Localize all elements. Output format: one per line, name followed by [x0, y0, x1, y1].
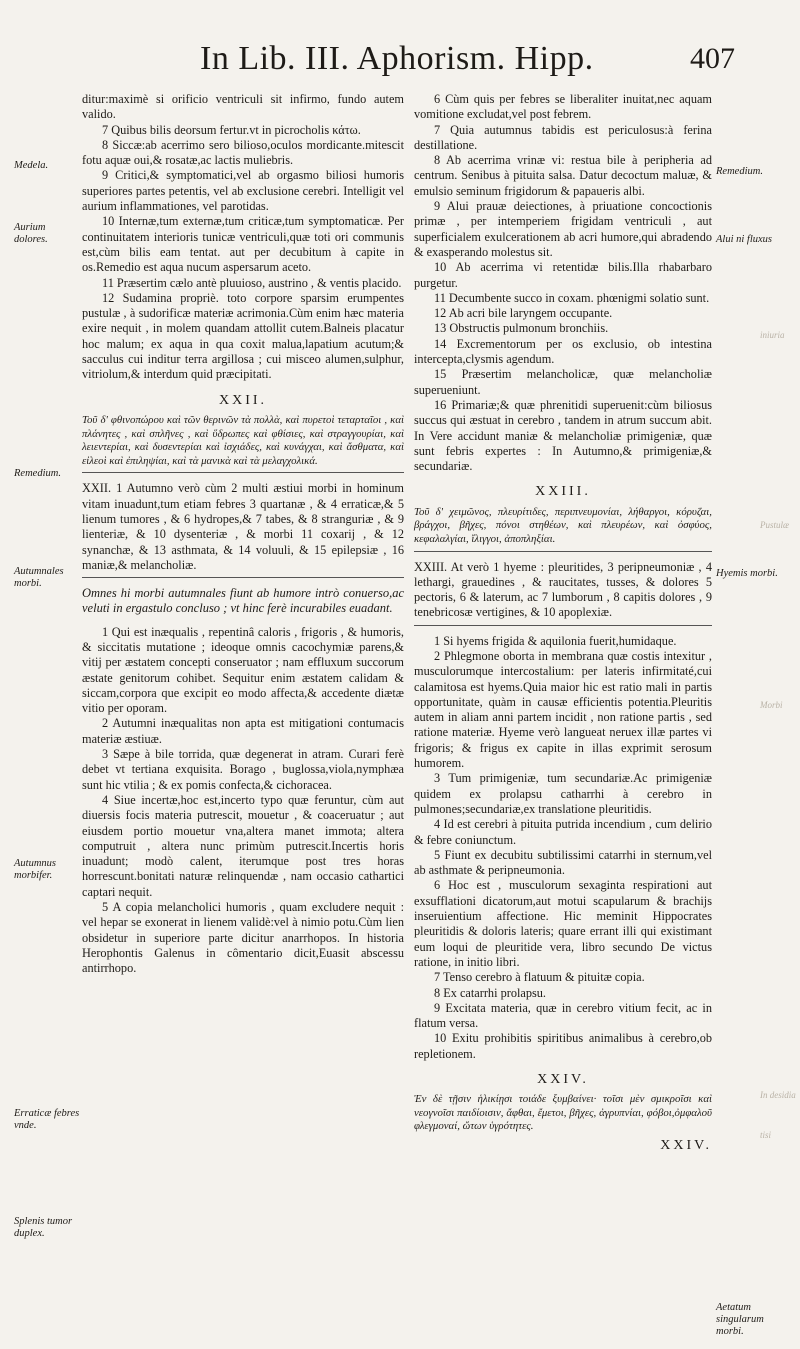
page-number: 407 — [690, 42, 735, 75]
greek-text: Τοῦ δ' χειμῶνος, πλευρίτιδες, περιπνευμονίαι, λήθαργοι, κόρυζαι, βράγχοι, βῆχες, πόνοι στηθέων, καὶ πλευρέων, καὶ ὀσφύος, κεφαλαλγίαι, ἴλιγγοι, ἀποπληξίαι. — [414, 505, 712, 545]
paragraph: 12 Sudamina propriè. toto corpore sparsim erumpentes pustulæ , à sudorificæ materiæ acrimonia.Cùm enim hæc materia exire nequit , in molem quandam attollit cutem.Balneis placatur hoc malum; ex aqua in qua coxit malua,lapatium acutum;& sacculus cui inditur terra argillosa ; cui misceo alumen,sulphur, vitriolum,& interdum quid præcipitati. — [82, 290, 404, 382]
paragraph: 16 Primariæ;& quæ phrenitidi superuenit:cùm biliosus succus qui æstuat in cerebro , tandem in atrum succum abit. In Vere accidunt maniæ & melancholiæ primigeniæ, quæ sunt febris expertes : In Autumno,& primigeniæ,& secundariæ. — [414, 397, 712, 474]
margin-note: Aetatum singularum morbi. — [716, 1302, 764, 1337]
section-heading: XXIV. — [537, 1072, 589, 1087]
running-title: In Lib. III. Aphorism. Hipp. — [200, 40, 594, 77]
paragraph: 13 Obstructis pulmonum bronchiis. — [434, 321, 609, 336]
paragraph: 8 Ex catarrhi prolapsu. — [434, 985, 546, 1000]
divider — [414, 625, 712, 626]
paragraph: ditur:maximè si orificio ventriculi sit infirmo, fundo autem valido. — [82, 92, 404, 122]
margin-note: Erraticæ febres vnde. — [14, 1108, 80, 1131]
paragraph: 6 Cùm quis per febres se liberaliter inuitat,nec aquam vomitione excludat,vel post febrem. — [414, 92, 712, 122]
divider — [82, 472, 404, 473]
left-column — [82, 92, 404, 977]
margin-note: Remedium. — [14, 468, 61, 479]
greek-text: Τοῦ δ' φθινοπώρου καὶ τῶν θερινῶν τὰ πολλὰ, καὶ πυρετοὶ τεταρταῖοι , καὶ πλάνητες , καὶ σπλῆνες , καὶ ὕδρωπες καὶ φθίσιες, καὶ στραγγουρίαι, καὶ λειεντερίαι, καὶ δυσεντερίαι καὶ ἰσχιάδες, καὶ κυνάγχαι, καὶ ἄσθματα, καὶ εἰλεοὶ καὶ ἐπιληψίαι, καὶ τὰ μανικὰ καὶ τὰ μελαγχολικά. — [82, 413, 404, 467]
bleed-through-text: In desidia — [760, 1090, 796, 1100]
paragraph: 11 Decumbente succo in coxam. phœnigmi solatio sunt. — [434, 290, 710, 305]
divider — [414, 551, 712, 552]
paragraph: 9 Critici,& symptomatici,vel ab orgasmo biliosi humoris superiores partes petentis, vel ab exclusione cerebri. Intelligit vel aurium inflammationes, vel parotidas. — [82, 168, 404, 214]
margin-note: Autumnales morbi. — [14, 566, 64, 589]
paragraph: 10 Internæ,tum externæ,tum criticæ,tum symptomaticæ. Per continuitatem interioris tunicæ ventriculi,quæ toti ori communis est,cùm bilis eam tentat. aut per decubitum à capite in os.Remedio est aqua nucum aspersarum aceto. — [82, 214, 404, 275]
paragraph: 10 Ab acerrima vi retentidæ bilis.Illa rhabarbaro purgetur. — [414, 260, 712, 290]
margin-note: Aurium dolores. — [14, 222, 48, 245]
bleed-through-text: Pustulæ — [760, 520, 790, 530]
paragraph: 11 Præsertim cælo antè pluuioso, austrino , & ventis placido. — [102, 275, 402, 290]
paragraph: 6 Hoc est , musculorum sexaginta respirationi aut exsufflationi dicatorum,aut motui scapularum & brachijs inseruientium affectione. Hic meminit Hippocrates pleuritidis & doloris lateris; quare errant illi qui existimant eum loqui de pleuritide vera, libro secundo De victus ratione, in initio libri. — [414, 878, 712, 969]
section-heading: XXIII. — [535, 484, 591, 500]
margin-note: Alui ni fluxus — [716, 234, 772, 245]
paragraph: 1 Qui est inæqualis , repentinâ caloris , frigoris , & humoris, & siccitatis mutatione ; ideoque omnis cacochymiæ parens,& vitij per æstatem concepti conseruator ; nam effluxum succorum æstate genitorum cohibet. Sequitur enim æstatem calidam & siccam,corpora que excipit eo modo affecta,& accedente diætæ vitio per oporam. — [82, 624, 404, 716]
margin-note: Autumnus morbifer. — [14, 858, 56, 881]
catchword: XXIV. — [660, 1138, 712, 1154]
paragraph: XXII. 1 Autumno verò cùm 2 multi æstiui morbi in hominum vitam inuadunt,tum etiam febres 3 quartanæ , & 4 erraticæ,& 5 lienum tumores , & 6 hydropes,& 7 tabes, & 8 stranguriæ , & 9 lienteriæ, & 10 dysenteriæ , & morbi 11 coxarij , & 12 synanchæ, & 13 asthmata, & 14 voluuli, & 15 epilepsiæ , 16 maniæ,& melancholiæ. — [82, 481, 404, 572]
paragraph: 2 Phlegmone oborta in membrana quæ costis intexitur , musculorumque intercostalium: per lateris infirmitaté,cui calamitosa est hyems.Quia maior hic est ratio mali in partis opportunitate, quàm in causæ efficientis potentia.Pleuritis autem in aliam anni partem incidit , non ratione partis , sed ratione materiæ. Hyeme verò langueat neruex illæ partes vi frigoris; & frigus ex capite in illas exprimit serosum humorem. — [414, 648, 712, 771]
margin-note: Remedium. — [716, 166, 763, 177]
paragraph: 3 Sæpe à bile torrida, quæ degenerat in atram. Curari ferè debet vt tertiana exquisita. Borago , buglossa,viola,nymphæa sunt hic vtilia ; & ex pomis confecta,& cichoracea. — [82, 747, 404, 792]
right-column — [414, 92, 712, 1159]
paragraph: 9 Excitata materia, quæ in cerebro vitium fecit, ac in flatum versa. — [414, 1000, 712, 1031]
paragraph: 9 Alui prauæ deiectiones, à priuatione concoctionis primæ , per intemperiem frigidam ventriculi , aut superficialem exulcerationem ab acri humore,qui abradendo & exasperando molestus sit. — [414, 199, 712, 259]
italic-summary: Omnes hi morbi autumnales fiunt ab humore intrò conuerso,ac veluti in ergastulo concluso ; vt hinc ferè incurabiles euadant. — [82, 586, 404, 616]
paragraph: 4 Id est cerebri à pituita putrida incendium , cum delirio & febre coniunctum. — [414, 817, 712, 847]
paragraph: 1 Si hyems frigida & aquilonia fuerit,humidaque. — [434, 633, 677, 648]
margin-note: Medela. — [14, 160, 49, 171]
paragraph: 2 Autumni inæqualitas non apta est mitigationi contumacis materiæ æstiuæ. — [82, 716, 404, 746]
divider — [82, 577, 404, 578]
paragraph: 8 Ab acerrima vrinæ vi: restua bile à peripheria ad centrum. Senibus à pituita salsa. Datur decoctum maluæ, & emulsio seminum frigidorum & papaueris albi. — [414, 153, 712, 198]
paragraph: 4 Siue incertæ,hoc est,incerto typo quæ feruntur, cùm aut diuersis focis materia putrescit, mouetur , & coaceruatur ; aut eiusdem portio mouetur vna,altera manet immota; altera computruit , altera nunc primùm putrescit.Incertis horis inuadunt; modò calent, iterumque post tres horas horrescunt.bonitati naturæ relinquendæ , nam occasio cathartici captari nequit. — [82, 792, 404, 899]
paragraph: 14 Excrementorum per os exclusio, ob intestina intercepta,clysmis agendum. — [414, 336, 712, 367]
greek-text: Ἐν δὲ τῇσιν ἡλικίῃσι τοιάδε ξυμβαίνει· τοῖσι μὲν σμικροῖσι καὶ νεογνοῖσι παιδίοισιν, ἄφθαι, ἔμετοι, βῆχες, ἀγρυπνίαι, φόβοι,ὀμφαλοῦ φλεγμοναί, ὤτων ὑγρότητες. — [414, 1093, 712, 1133]
bleed-through-text: tisi — [760, 1130, 772, 1140]
paragraph: 15 Præsertim melancholicæ, quæ melancholiæ superueniunt. — [414, 367, 712, 397]
margin-note: Splenis tumor duplex. — [14, 1216, 73, 1239]
paragraph: XXIII. At verò 1 hyeme : pleuritides, 3 peripneumoniæ , 4 lethargi, grauedines , & raucitates, tusses, & dolores 5 pectoris, 6 & laterum, ac 7 lumborum , 8 capitis dolores , 9 tenebricosæ vertigines, & 10 apoplexiæ. — [414, 559, 712, 620]
margin-note: Hyemis morbi. — [716, 568, 778, 579]
paragraph: 8 Siccæ:ab acerrimo sero bilioso,oculos mordicante.mitescit fotu aquæ oui,& rosatæ,ac lactis muliebris. — [82, 137, 404, 168]
paragraph: 7 Quia autumnus tabidis est periculosus:à ferina destillatione. — [414, 122, 712, 152]
paragraph: 10 Exitu prohibitis spiritibus animalibus à cerebro,ob repletionem. — [414, 1031, 712, 1061]
paragraph: 7 Tenso cerebro à flatuum & pituitæ copia. — [434, 970, 645, 985]
paragraph: 12 Ab acri bile laryngem occupante. — [434, 306, 613, 321]
paragraph: 7 Quibus bilis deorsum fertur.vt in picrocholis κάτω. — [102, 122, 361, 137]
paragraph: 5 A copia melancholici humoris , quam excludere nequit : vel hepar se exonerat in lienem validè:vel à nimio potu.Cùm lien obsidetur in superiore parte dicitur anarrhopos. In historia Herophontis Galenus in cômentario dicit,Euasit abscessu antirrhopo. — [82, 900, 404, 976]
bleed-through-text: iniuria — [760, 330, 785, 340]
bleed-through-text: Morbi — [760, 700, 783, 710]
paragraph: 3 Tum primigeniæ, tum secundariæ.Ac primigeniæ quidem ex prolapsu catharrhi à cerebro in pulmones;secundariæ,ex translatione pleuritidis. — [414, 771, 712, 816]
section-heading: XXII. — [218, 392, 268, 408]
page-header — [0, 40, 800, 90]
paragraph: 5 Fiunt ex decubitu subtilissimi catarrhi in sternum,vel ab asthmate & peripneumonia. — [414, 847, 712, 878]
